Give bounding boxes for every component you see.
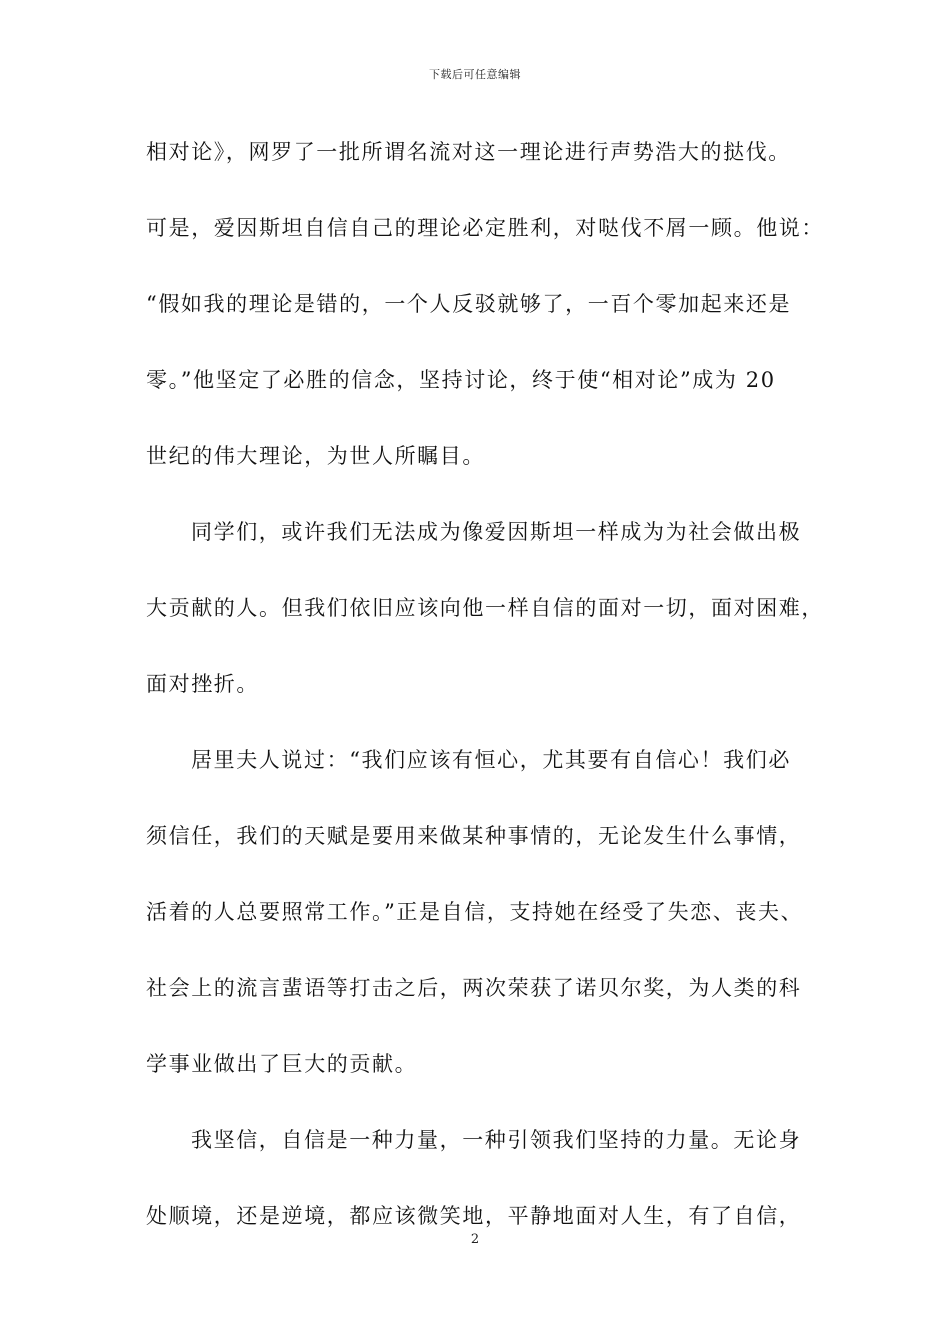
paragraph-start-line: 我坚信，自信是一种力量，一种引领我们坚持的力量。无论身	[191, 1128, 802, 1152]
text-line: 社会上的流言蜚语等打击之后，两次荣获了诺贝尔奖，为人类的科	[146, 976, 802, 1000]
text-line: 学事业做出了巨大的贡献。	[146, 1052, 418, 1076]
text-line: 活着的人总要照常工作。”正是自信，支持她在经受了失恋、丧夫、	[146, 900, 804, 924]
text-line: 可是，爱因斯坦自信自己的理论必定胜利，对哒伐不屑一顾。他说：	[146, 216, 824, 240]
text-line: 处顺境，还是逆境，都应该微笑地，平静地面对人生，有了自信，	[146, 1204, 802, 1228]
page-header: 下载后可任意编辑	[429, 68, 521, 81]
text-line: 零。”他坚定了必胜的信念，坚持讨论，终于使“相对论”成为 20	[146, 368, 776, 392]
body-text	[146, 120, 836, 1260]
paragraph-start-line: 居里夫人说过：“我们应该有恒心，尤其要有自信心！我们必	[191, 748, 791, 772]
page-number: 2	[470, 1232, 480, 1247]
text-line: 大贡献的人。但我们依旧应该向他一样自信的面对一切，面对困难，	[146, 596, 824, 620]
text-line: 相对论》，网罗了一批所谓名流对这一理论进行声势浩大的挞伐。	[146, 140, 791, 164]
text-line: “假如我的理论是错的，一个人反驳就够了，一百个零加起来还是	[146, 292, 792, 316]
text-line: 面对挫折。	[146, 672, 259, 696]
text-line: 世纪的伟大理论，为世人所瞩目。	[146, 444, 485, 468]
text-line: 须信任，我们的天赋是要用来做某种事情的，无论发生什么事情，	[146, 824, 802, 848]
paragraph-start-line: 同学们，或许我们无法成为像爱因斯坦一样成为为社会做出极	[191, 520, 802, 544]
